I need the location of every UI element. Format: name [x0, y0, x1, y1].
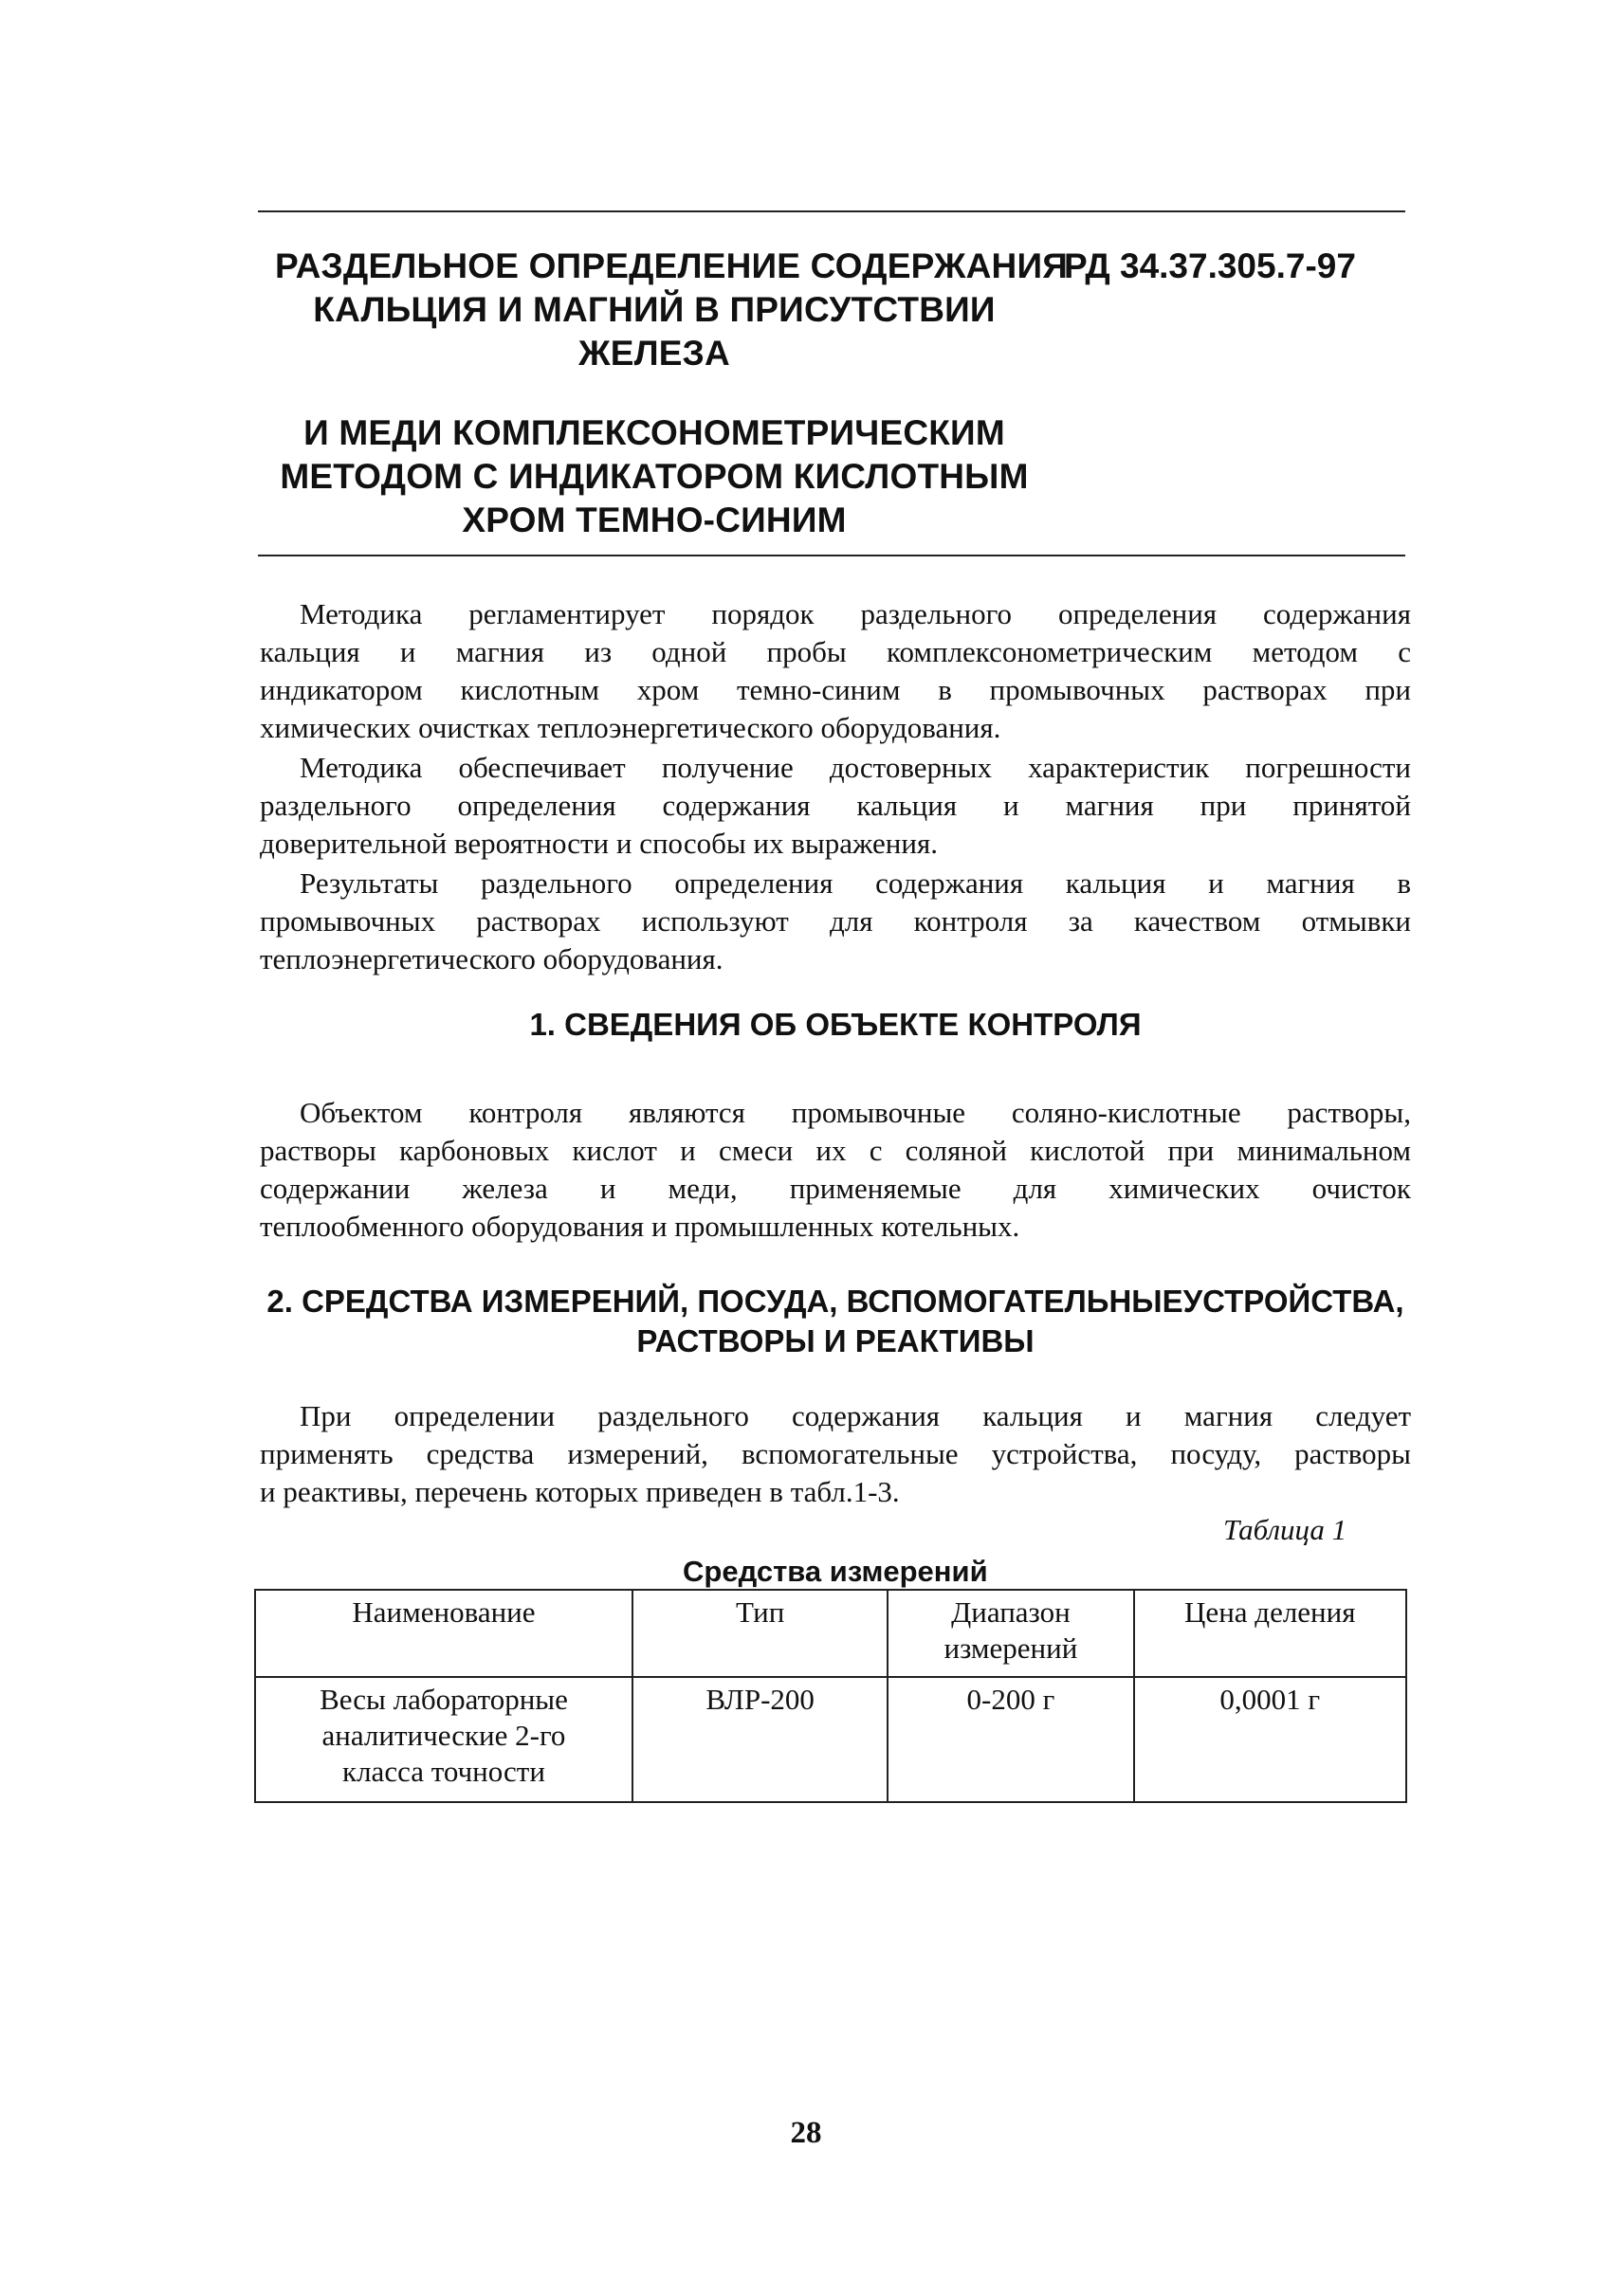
intro-paragraph-3 [260, 865, 1411, 978]
text-line: содержании железа и меди, применяемые для химических очисток [260, 1172, 1411, 1205]
title-line: КАЛЬЦИЯ И МАГНИЙ В ПРИСУТСТВИИ [313, 290, 996, 329]
text-line: растворы карбоновых кислот и смеси их с соляной кислотой при минимальном [260, 1134, 1411, 1167]
text-line: применять средства измерений, вспомогательные устройства, посуду, растворы [260, 1437, 1411, 1470]
text-line: раздельного определения содержания кальция и магния при принятой [260, 789, 1411, 822]
text-line: Методика регламентирует порядок раздельного определения содержания [300, 597, 1411, 630]
text-line: При определении раздельного содержания кальция и магния следует [300, 1399, 1411, 1432]
section-1-heading: 1. СВЕДЕНИЯ ОБ ОБЪЕКТЕ КОНТРОЛЯ [529, 1007, 1142, 1042]
text-line: Методика обеспечивает получение достоверных характеристик погрешности [300, 751, 1411, 784]
text-line: химических очистках теплоэнергетического оборудования. [260, 711, 1001, 744]
page-number: 28 [790, 2116, 822, 2150]
title-line: ХРОМ ТЕМНО-СИНИМ [462, 501, 847, 539]
section-2-paragraph [260, 1397, 1411, 1511]
table-caption: Средства измерений [683, 1555, 988, 1588]
heading-line: 2. СРЕДСТВА ИЗМЕРЕНИЙ, ПОСУДА, ВСПОМОГАТЕЛЬНЫЕУСТРОЙСТВА, [266, 1284, 1404, 1319]
column-header-name: Наименование [255, 1590, 632, 1677]
document-code: РД 34.37.305.7-97 [1064, 246, 1356, 285]
measuring-instruments-table [254, 1589, 1407, 1803]
text-line: и реактивы, перечень которых приведен в табл.1-3. [260, 1475, 900, 1508]
intro-paragraph-2 [260, 749, 1411, 863]
table-cell-division: 0,0001 г [1134, 1677, 1406, 1802]
document-title [275, 245, 1069, 542]
text-line: Объектом контроля являются промывочные соляно-кислотные растворы, [300, 1096, 1411, 1129]
title-underline-rule [258, 555, 1405, 556]
title-line: МЕТОДОМ С ИНДИКАТОРОМ КИСЛОТНЫМ [280, 457, 1029, 496]
text-line: доверительной вероятности и способы их выражения. [260, 827, 938, 860]
table-row [255, 1677, 1406, 1802]
title-line: РАЗДЕЛЬНОЕ ОПРЕДЕЛЕНИЕ СОДЕРЖАНИЯ [275, 246, 1069, 285]
table-cell-range: 0-200 г [888, 1677, 1133, 1802]
table-cell-type: ВЛР-200 [632, 1677, 888, 1802]
column-header-type: Тип [632, 1590, 888, 1677]
column-header-range: Диапазон измерений [888, 1590, 1133, 1677]
title-line: И МЕДИ КОМПЛЕКСОНОМЕТРИЧЕСКИМ [303, 413, 1005, 452]
title-line: ЖЕЛЕЗА [578, 334, 730, 373]
table-header-row [255, 1590, 1406, 1677]
top-rule [258, 210, 1405, 212]
heading-line: РАСТВОРЫ И РЕАКТИВЫ [636, 1323, 1035, 1358]
text-line: теплообменного оборудования и промышленных котельных. [260, 1210, 1020, 1243]
text-line: индикатором кислотным хром темно-синим в промывочных растворах при [260, 673, 1411, 706]
text-line: кальция и магния из одной пробы комплексонометрическим методом с [260, 635, 1411, 668]
section-1-paragraph [260, 1094, 1411, 1246]
table-cell-name: Весы лабораторные аналитические 2-го класса точности [255, 1677, 632, 1802]
intro-paragraph-1 [260, 595, 1411, 747]
text-line: промывочных растворах используют для контроля за качеством отмывки [260, 904, 1411, 938]
column-header-division: Цена деления [1134, 1590, 1406, 1677]
table-label: Таблица 1 [1223, 1513, 1347, 1546]
text-line: Результаты раздельного определения содержания кальция и магния в [300, 866, 1411, 900]
text-line: теплоэнергетического оборудования. [260, 942, 724, 975]
section-2-heading [260, 1282, 1411, 1361]
